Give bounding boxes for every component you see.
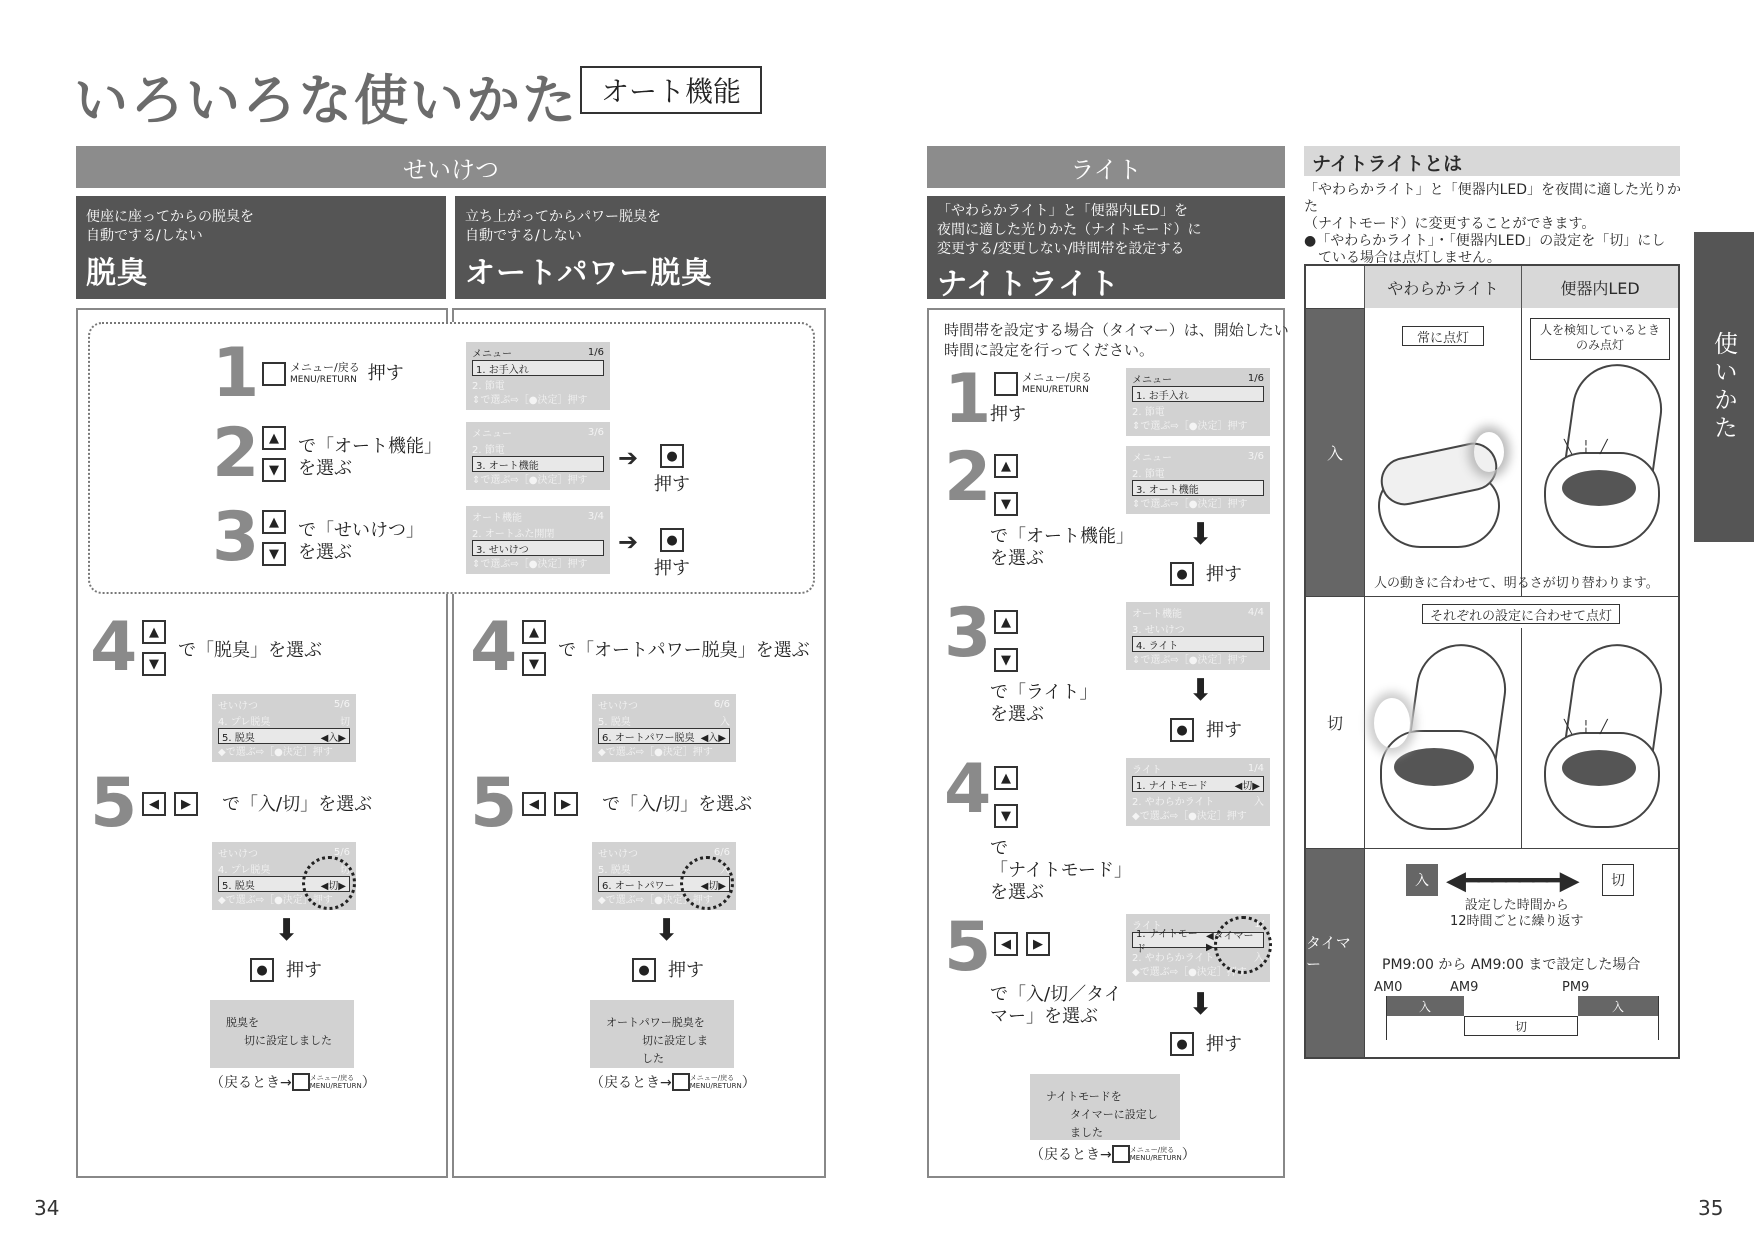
light-step5-text1: で「入/切／タイ xyxy=(990,984,1122,1005)
deodorize-name: 脱臭 xyxy=(86,256,148,291)
menu-label-jp: メニュー/戻る xyxy=(290,361,360,374)
step-number: 2 xyxy=(212,414,260,493)
grid-line xyxy=(1364,596,1678,597)
lcd-row: 2. 節電 xyxy=(1132,406,1165,418)
timer-example: PM9:00 から AM9:00 まで設定した場合 xyxy=(1382,957,1641,973)
lcd-selected-value: ◀切▶ xyxy=(700,880,726,892)
toilet-soft-light-on xyxy=(1378,432,1506,552)
enter-button[interactable]: ● xyxy=(1170,1032,1194,1056)
leftright-buttons xyxy=(142,792,198,816)
lcd-selected: 3. せいけつ xyxy=(472,540,604,556)
lcd-selected-value: ◀入▶ xyxy=(700,732,726,744)
lcd-light-2 xyxy=(1126,446,1270,514)
lcd-hint: ⇕で選ぶ⇨［●決定］押す xyxy=(472,394,588,406)
updown-buttons xyxy=(994,766,1018,828)
return-hint xyxy=(1030,1144,1196,1164)
double-arrow-icon: ◀━━━━━━━▶ xyxy=(1446,866,1578,896)
updown-buttons xyxy=(522,620,546,676)
return-end: ） xyxy=(741,1075,756,1091)
col-bowl-led: 便器内LED xyxy=(1521,266,1678,308)
menu-button[interactable] xyxy=(292,1073,310,1091)
down-arrow-icon: ⬇ xyxy=(1188,987,1214,1022)
up-button[interactable]: ▲ xyxy=(994,610,1018,634)
lcd-title: ライト xyxy=(1132,920,1162,932)
lcd-row: 5. 脱臭 xyxy=(598,864,631,876)
lcd-row: 5. 脱臭 xyxy=(598,716,631,728)
lcd-row-value: 切 xyxy=(340,716,350,728)
updown-buttons xyxy=(262,426,286,482)
enter-button[interactable]: ● xyxy=(660,528,684,552)
light-step2-text1: で「オート機能」 xyxy=(990,526,1134,547)
light-step4-text2: 「ナイトモード」 xyxy=(990,860,1133,881)
right-button[interactable]: ▶ xyxy=(174,792,198,816)
lcd-selected: 3. オート機能 xyxy=(472,456,604,472)
updown-buttons xyxy=(994,610,1018,672)
page-subtitle: オート機能 xyxy=(580,66,762,114)
row-on-label: 入 xyxy=(1306,308,1364,596)
right-arrow-icon: ➔ xyxy=(618,528,639,556)
lcd-page: 1/ xyxy=(1254,918,1264,930)
light-intro1: 時間帯を設定する場合（タイマー）は、開始したい xyxy=(944,321,1289,339)
down-arrow-icon: ⬇ xyxy=(1188,673,1214,708)
up-button[interactable]: ▲ xyxy=(262,510,286,534)
lcd-title: メニュー xyxy=(1132,452,1172,464)
lcd-selected-value: ◀タイマー▶ xyxy=(1206,931,1254,953)
step-number: 1 xyxy=(944,360,992,439)
return-end: ） xyxy=(361,1075,376,1091)
lcd-selected-value: ◀切▶ xyxy=(320,880,346,892)
timeline-on-1: 入 xyxy=(1386,996,1464,1016)
menu-label-en: MENU/RETURN xyxy=(689,1082,742,1090)
lcd-title: せいけつ xyxy=(218,700,258,712)
leftright-buttons xyxy=(522,792,578,816)
menu-label-jp: メニュー/戻る xyxy=(1022,371,1092,384)
timer-desc xyxy=(1450,898,1584,930)
lcd-selected: 6. オートパワー xyxy=(602,880,675,892)
timeline-am0: AM0 xyxy=(1374,980,1403,995)
lcd-hint: ⇕で選ぶ⇨［●決定］押す xyxy=(472,474,588,486)
toilet-soft-light-off xyxy=(1374,640,1514,836)
lcd-selected: 3. オート機能 xyxy=(1132,480,1264,496)
lcd-selected: 1. ナイトモード xyxy=(1136,780,1208,792)
step-number: 4 xyxy=(90,608,138,687)
menu-button-row xyxy=(994,372,1092,396)
message-line2: 切に設定しました xyxy=(642,1034,708,1065)
lcd-selected: 6. オートパワー脱臭 xyxy=(602,732,695,744)
light-header: ライト xyxy=(927,146,1285,188)
lcd-hint: ◆で選ぶ⇨［●決定］押す xyxy=(1132,966,1247,978)
return-hint xyxy=(210,1072,376,1092)
message-line2: タイマーに設定しました xyxy=(1070,1108,1158,1139)
timeline-pm9: PM9 xyxy=(1562,980,1590,995)
lcd-hint: ⇕で選ぶ⇨［●決定］押す xyxy=(1132,654,1248,666)
push-text: 押す xyxy=(1206,564,1242,585)
row-timer-label: タイマー xyxy=(1306,848,1364,1057)
enter-button[interactable]: ● xyxy=(1170,562,1194,586)
nightlight-desc3: 変更する/変更しない/時間帯を設定する xyxy=(937,241,1185,257)
lcd-title: せいけつ xyxy=(218,848,258,860)
lcd-row: 4. プレ脱臭 xyxy=(218,864,271,876)
lcd-hint: ⇕で選ぶ⇨［●決定］押す xyxy=(1132,420,1248,432)
detect-line2: のみ点灯 xyxy=(1575,338,1624,352)
timeline-on-2: 入 xyxy=(1578,996,1658,1016)
light-step5-text2: マー」を選ぶ xyxy=(990,1006,1098,1027)
lcd-title: メニュー xyxy=(472,428,512,440)
lcd-row: 4. プレ脱臭 xyxy=(218,716,271,728)
lcd-light-4 xyxy=(1126,758,1270,826)
down-arrow-icon: ⬇ xyxy=(274,913,300,948)
light-rays-icon: ╲ ╎ ╱ xyxy=(1564,440,1611,455)
lcd-row: 2. オートふた開閉 xyxy=(472,528,555,540)
lcd-hint: ◆で選ぶ⇨［●決定］押す xyxy=(1132,810,1247,822)
nightlight-info-text xyxy=(1304,182,1684,267)
menu-button[interactable] xyxy=(994,372,1018,396)
enter-button[interactable]: ● xyxy=(1170,718,1194,742)
step-number: 1 xyxy=(212,334,260,413)
step3-text2: を選ぶ xyxy=(298,542,352,563)
always-on-label: 常に点灯 xyxy=(1402,326,1484,346)
lcd-selected-value: ◀入▶ xyxy=(320,732,346,744)
lcd-selected: 4. ライト xyxy=(1132,636,1264,652)
message-line1: ナイトモードを xyxy=(1046,1090,1122,1103)
step-number: 5 xyxy=(470,764,518,843)
menu-label-en: MENU/RETURN xyxy=(1022,385,1089,395)
c1-step4-text: で「脱臭」を選ぶ xyxy=(178,640,322,661)
timer-on-box: 入 xyxy=(1406,864,1438,896)
return-text: （戻るとき→ xyxy=(1030,1147,1112,1163)
lcd-row-value: 入 xyxy=(720,864,730,876)
lcd-hint: ◆で選ぶ⇨［●決定］押す xyxy=(218,746,333,758)
left-button[interactable]: ◀ xyxy=(522,792,546,816)
confirm-message xyxy=(590,1000,734,1068)
confirm-message xyxy=(1030,1074,1180,1140)
info-p4: ている場合は点灯しません。 xyxy=(1304,250,1501,266)
c2-step5-text: で「入/切」を選ぶ xyxy=(602,794,753,815)
step-number: 3 xyxy=(212,498,260,577)
lcd-page: 6/6 xyxy=(713,698,730,710)
down-button[interactable]: ▼ xyxy=(994,804,1018,828)
highlight-circle xyxy=(1214,916,1272,974)
updown-buttons xyxy=(262,510,286,566)
timeline-am9: AM9 xyxy=(1450,980,1479,995)
light-intro2: 時間に設定を行ってください。 xyxy=(944,341,1155,359)
lcd-menu-1 xyxy=(466,342,610,410)
push-text: 押す xyxy=(286,960,322,981)
step1-row xyxy=(262,362,404,386)
menu-label-small xyxy=(310,1074,362,1090)
lcd-page: 1/4 xyxy=(1247,762,1264,774)
info-p2: （ナイトモード）に変更することができます。 xyxy=(1304,216,1596,232)
nightlight-heading xyxy=(927,196,1285,302)
lcd-row: 2. 節電 xyxy=(472,444,505,456)
enter-button[interactable]: ● xyxy=(250,958,274,982)
menu-label-en: MENU/RETURN xyxy=(290,375,357,385)
step-number: 4 xyxy=(470,608,518,687)
lcd-hint: ◆で選ぶ⇨［●決定］押す xyxy=(598,894,713,906)
lcd-page: 5/6 xyxy=(333,698,350,710)
timer-off-box: 切 xyxy=(1602,864,1634,896)
menu-label-jp: メニュー/戻る xyxy=(1129,1146,1175,1154)
grid-line xyxy=(1364,848,1678,849)
down-button[interactable]: ▼ xyxy=(262,458,286,482)
page-title: いろいろな使いかた xyxy=(74,69,578,132)
lcd-selected-value: ◀切▶ xyxy=(1234,780,1260,792)
leftright-buttons xyxy=(994,932,1050,956)
up-button[interactable]: ▲ xyxy=(994,766,1018,790)
confirm-message xyxy=(210,1000,354,1068)
lcd-page: 6/6 xyxy=(713,846,730,858)
on-caption: 人の動きに合わせて、明るさが切り替わります。 xyxy=(1374,576,1659,591)
lcd-selected: 5. 脱臭 xyxy=(222,732,255,744)
message-line1: 脱臭を xyxy=(226,1016,259,1029)
page-number-right: 35 xyxy=(1698,1196,1724,1220)
step-number: 5 xyxy=(944,908,992,987)
col-soft-light: やわらかライト xyxy=(1364,266,1521,308)
down-button[interactable]: ▼ xyxy=(262,542,286,566)
push-text: 押す xyxy=(654,558,690,579)
menu-label xyxy=(290,362,360,386)
grid-line xyxy=(1521,308,1522,596)
lcd-page: 3/6 xyxy=(587,426,604,438)
step-number: 2 xyxy=(944,438,992,517)
lcd-title: メニュー xyxy=(1132,374,1172,386)
up-button[interactable]: ▲ xyxy=(142,620,166,644)
menu-label-small xyxy=(1130,1146,1182,1162)
apd-desc1: 立ち上がってからパワー脱臭を xyxy=(465,209,661,225)
step1-text: 押す xyxy=(367,363,404,384)
updown-buttons xyxy=(994,454,1018,516)
updown-buttons xyxy=(142,620,166,676)
nightlight-info-heading: ナイトライトとは xyxy=(1304,146,1680,176)
apd-desc2: 自動でする/しない xyxy=(465,228,582,244)
auto-power-deodorize-heading xyxy=(455,196,826,299)
lcd-hint: ⇕で選ぶ⇨［●決定］押す xyxy=(1132,498,1248,510)
menu-label-small xyxy=(690,1074,742,1090)
lcd-menu-3 xyxy=(466,506,610,574)
light-rays-icon: ╲ ╎ ╱ xyxy=(1564,720,1611,735)
lcd-title: オート機能 xyxy=(472,512,522,524)
apd-name: オートパワー脱臭 xyxy=(465,256,713,291)
c2-step4-text: で「オートパワー脱臭」を選ぶ xyxy=(558,640,810,661)
push-text: 押す xyxy=(1206,1034,1242,1055)
detect-label xyxy=(1530,318,1670,360)
common-steps-box xyxy=(88,322,815,594)
highlight-circle xyxy=(302,856,356,910)
c1-step5-text: で「入/切」を選ぶ xyxy=(222,794,373,815)
deodorize-heading xyxy=(76,196,446,299)
up-button[interactable]: ▲ xyxy=(522,620,546,644)
lcd-row: 2. やわらかライト xyxy=(1132,796,1215,808)
lcd-menu-2 xyxy=(466,422,610,490)
menu-label-jp: メニュー/戻る xyxy=(689,1074,735,1082)
lcd-page: 3/6 xyxy=(1247,450,1264,462)
info-p1: 「やわらかライト」と「便器内LED」を夜間に適した光りかた xyxy=(1304,182,1682,215)
left-button[interactable]: ◀ xyxy=(142,792,166,816)
return-hint xyxy=(590,1072,756,1092)
light-intro xyxy=(944,320,1289,360)
grid-line xyxy=(1521,628,1522,848)
enter-button[interactable]: ● xyxy=(632,958,656,982)
down-button[interactable]: ▼ xyxy=(522,652,546,676)
down-button[interactable]: ▼ xyxy=(142,652,166,676)
table-corner xyxy=(1306,266,1364,308)
lcd-title: ライト xyxy=(1132,764,1162,776)
detect-line1: 人を検知しているとき xyxy=(1539,323,1660,337)
lcd-title: せいけつ xyxy=(598,848,638,860)
menu-label xyxy=(1022,372,1092,396)
timeline-tick xyxy=(1386,996,1387,1040)
menu-label-en: MENU/RETURN xyxy=(1129,1154,1182,1162)
light-step4-text1: で xyxy=(990,838,1008,859)
right-arrow-icon: ➔ xyxy=(618,444,639,472)
light-step3-text2: を選ぶ xyxy=(990,704,1044,725)
down-button[interactable]: ▼ xyxy=(994,648,1018,672)
timer-desc1: 設定した時間から xyxy=(1464,898,1569,913)
menu-label-en: MENU/RETURN xyxy=(309,1082,362,1090)
grid-line xyxy=(1364,308,1365,1057)
push-text: 押す xyxy=(654,474,690,495)
side-tab[interactable]: 使いかた xyxy=(1694,232,1754,542)
lcd-row: 2. 節電 xyxy=(472,380,505,392)
lcd-selected: 1. お手入れ xyxy=(1132,386,1264,402)
down-arrow-icon: ⬇ xyxy=(1188,517,1214,552)
step-number: 5 xyxy=(90,764,138,843)
menu-button[interactable] xyxy=(672,1073,690,1091)
menu-button[interactable] xyxy=(262,362,286,386)
lcd-row: 3. せいけつ xyxy=(1132,624,1185,636)
lcd-title: メニュー xyxy=(472,348,512,360)
step2-text2: を選ぶ xyxy=(298,458,352,479)
message-line2: 切に設定しました xyxy=(244,1034,332,1047)
up-button[interactable]: ▲ xyxy=(994,454,1018,478)
up-button[interactable]: ▲ xyxy=(262,426,286,450)
lcd-hint: ◆で選ぶ⇨［●決定］押す xyxy=(598,746,713,758)
down-button[interactable]: ▼ xyxy=(994,492,1018,516)
lcd-page: 4/4 xyxy=(1247,606,1264,618)
lcd-page: 3/4 xyxy=(587,510,604,522)
toilet-bowl-led-off xyxy=(1540,640,1664,836)
lcd-selected: 1. ナイトモード xyxy=(1136,929,1198,955)
lcd-page: 1/6 xyxy=(587,346,604,358)
lcd-title: せいけつ xyxy=(598,700,638,712)
return-text: （戻るとき→ xyxy=(210,1075,292,1091)
right-button[interactable]: ▶ xyxy=(1026,932,1050,956)
push-text: 押す xyxy=(668,960,704,981)
light-step1-text: 押す xyxy=(990,404,1026,425)
highlight-circle xyxy=(680,856,734,910)
info-p3: ●「やわらかライト」・「便器内LED」の設定を「切」にし xyxy=(1304,233,1666,249)
lcd-selected: 1. お手入れ xyxy=(472,360,604,376)
lcd-page: 5/6 xyxy=(333,846,350,858)
right-button[interactable]: ▶ xyxy=(554,792,578,816)
light-step2-text2: を選ぶ xyxy=(990,548,1044,569)
timer-desc2: 12時間ごとに繰り返す xyxy=(1450,914,1584,929)
menu-label-jp: メニュー/戻る xyxy=(309,1074,355,1082)
lcd-light-1 xyxy=(1126,368,1270,436)
step-number: 4 xyxy=(944,750,992,829)
row-off-label: 切 xyxy=(1306,596,1364,848)
return-end: ） xyxy=(1181,1147,1196,1163)
seiketsu-header: せいけつ xyxy=(76,146,826,188)
lcd-row: 2. 節電 xyxy=(1132,468,1165,480)
step-number: 3 xyxy=(944,594,992,673)
lcd-title: オート機能 xyxy=(1132,608,1182,620)
lcd-row-value: 入 xyxy=(1254,952,1264,964)
light-step4-text3: を選ぶ xyxy=(990,882,1044,903)
lcd-row-value: 入 xyxy=(720,716,730,728)
step2-text1: で「オート機能」 xyxy=(298,436,442,457)
message-line1: オートパワー脱臭を xyxy=(606,1016,705,1029)
deodorize-desc1: 便座に座ってからの脱臭を xyxy=(86,209,254,225)
timeline-tick xyxy=(1658,996,1659,1040)
lcd-page: 1/6 xyxy=(1247,372,1264,384)
lcd-selected: 5. 脱臭 xyxy=(222,880,255,892)
nightlight-desc2: 夜間に適した光りかた（ナイトモード）に xyxy=(937,222,1202,238)
lcd-hint: ◆で選ぶ⇨［●決定］押す xyxy=(218,894,333,906)
lcd-apd-4 xyxy=(592,694,736,762)
page-number-left: 34 xyxy=(34,1196,60,1220)
nightlight-desc1: 「やわらかライト」と「便器内LED」を xyxy=(937,203,1189,219)
left-button[interactable]: ◀ xyxy=(994,932,1018,956)
off-caption: それぞれの設定に合わせて点灯 xyxy=(1422,604,1620,624)
toilet-bowl-led-on xyxy=(1540,360,1664,554)
down-arrow-icon: ⬇ xyxy=(654,913,680,948)
lcd-hint: ⇕で選ぶ⇨［●決定］押す xyxy=(472,558,588,570)
nightlight-name: ナイトライト xyxy=(937,267,1120,302)
step3-text1: で「せいけつ」 xyxy=(298,520,424,541)
return-text: （戻るとき→ xyxy=(590,1075,672,1091)
timeline-off: 切 xyxy=(1464,1016,1578,1036)
menu-button[interactable] xyxy=(1112,1145,1130,1163)
lcd-row-value: 切 xyxy=(340,864,350,876)
light-step3-text1: で「ライト」 xyxy=(990,682,1098,703)
enter-button[interactable]: ● xyxy=(660,444,684,468)
lcd-light-3 xyxy=(1126,602,1270,670)
deodorize-desc2: 自動でする/しない xyxy=(86,228,203,244)
lcd-row-value: 入 xyxy=(1254,796,1264,808)
push-text: 押す xyxy=(1206,720,1242,741)
lcd-deodorize-4 xyxy=(212,694,356,762)
lcd-row: 2. やわらかライト xyxy=(1132,952,1215,964)
